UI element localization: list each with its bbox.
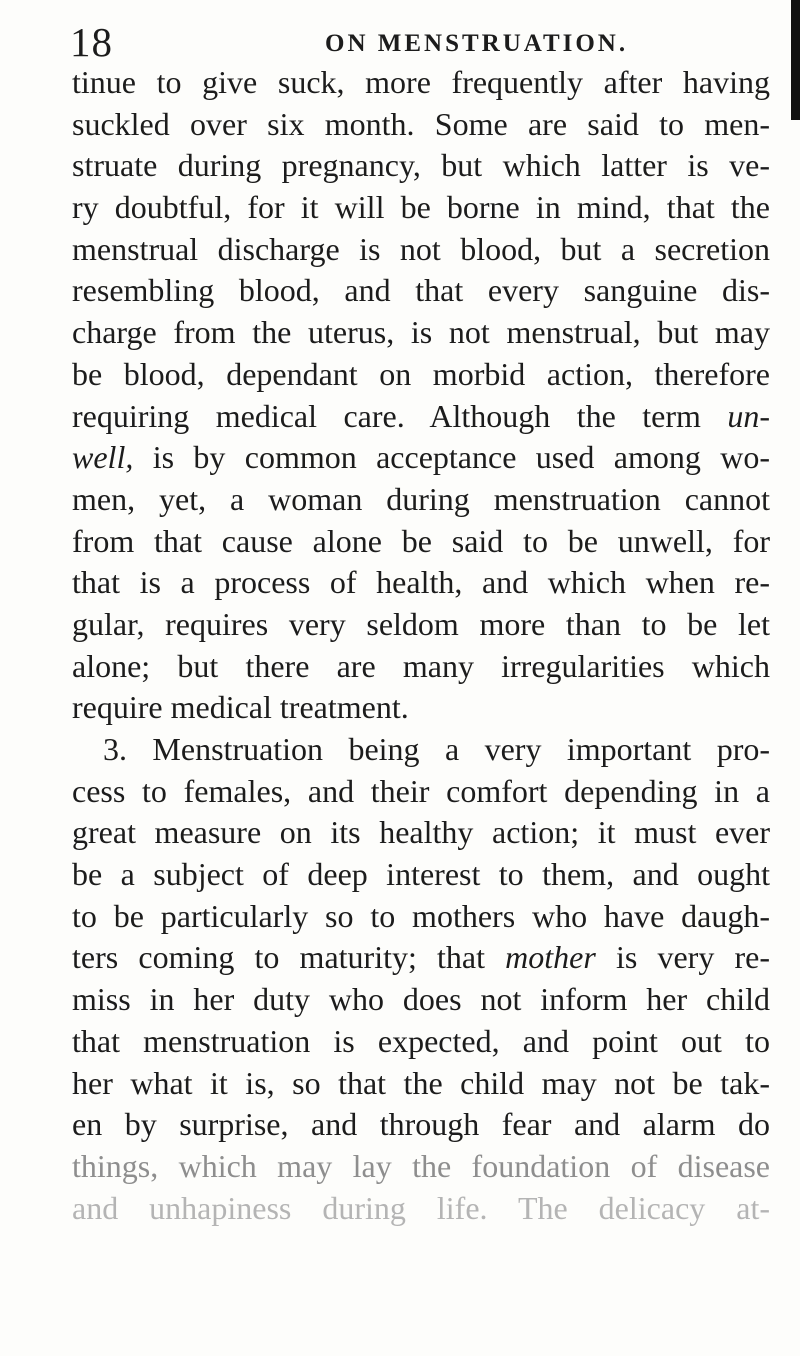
- text-line: tinue to give suck, more frequently after having: [72, 64, 770, 100]
- text-line: that menstruation is expected, and point out to: [72, 1022, 770, 1059]
- page-number: 18: [70, 19, 113, 65]
- text-line: and unhapiness during life. The delicacy at-: [72, 1189, 770, 1226]
- text-line: resembling blood, and that every sanguine dis-: [72, 272, 770, 309]
- body-text: [72, 62, 770, 1229]
- text-segment: is very re-: [615, 939, 770, 976]
- text-line: from that cause alone be said to be unwell, for: [72, 522, 770, 559]
- text-line: suckled over six month. Some are said to men-: [72, 105, 770, 142]
- text-line: her what it is, so that the child may not be tak-: [72, 1064, 770, 1101]
- text-line: things, which may lay the foundation of disease: [72, 1147, 770, 1184]
- text-line: miss in her duty who does not inform her child: [72, 981, 770, 1018]
- text-line: be a subject of deep interest to them, and ought: [72, 856, 770, 893]
- running-head: ON MENSTRUATION.: [325, 30, 629, 57]
- text-line: great measure on its healthy action; it must ever: [72, 814, 770, 851]
- page-header: [70, 18, 770, 66]
- text-segment: requiring medical care. Although the term: [72, 397, 701, 434]
- text-line: [72, 437, 770, 479]
- text-line: en by surprise, and through fear and alarm do: [72, 1106, 770, 1143]
- text-line: alone; but there are many irregularities which: [72, 647, 770, 684]
- text-line: 3. Menstruation being a very important pro-: [103, 731, 770, 767]
- italic-word: well,: [72, 439, 134, 476]
- text-segment: is by common acceptance used among wo-: [152, 439, 770, 476]
- text-line: to be particularly so to mothers who have daugh-: [72, 897, 770, 934]
- text-line: struate during pregnancy, but which latter is ve-: [72, 147, 770, 184]
- text-line: ry doubtful, for it will be borne in mind, that the: [72, 189, 770, 226]
- text-line: men, yet, a woman during menstruation cannot: [72, 480, 770, 517]
- italic-word: mother: [505, 939, 596, 976]
- text-segment: ters coming to maturity; that: [72, 939, 485, 976]
- text-line: cess to females, and their comfort depending in a: [72, 772, 770, 809]
- text-line: require medical treatment.: [72, 689, 409, 726]
- text-line: be blood, dependant on morbid action, therefore: [72, 355, 770, 392]
- text-line: [72, 937, 770, 979]
- page-edge-shadow: [791, 0, 800, 120]
- text-line: menstrual discharge is not blood, but a secretion: [72, 230, 770, 267]
- italic-word: un-: [727, 397, 770, 434]
- text-line: charge from the uterus, is not menstrual, but may: [72, 314, 770, 351]
- text-line: [72, 396, 770, 438]
- text-line: that is a process of health, and which when re-: [72, 564, 770, 601]
- text-line: gular, requires very seldom more than to be let: [72, 605, 770, 642]
